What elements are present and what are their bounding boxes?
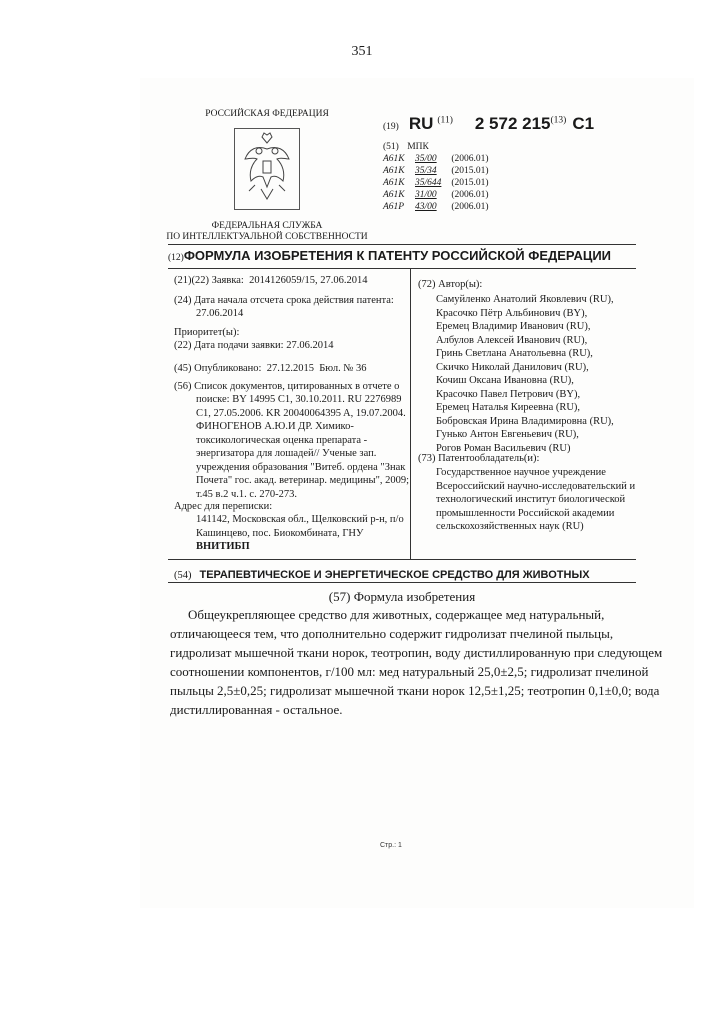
column-divider xyxy=(410,268,411,559)
address-line: Кашинцево, пос. Биокомбината, ГНУ xyxy=(196,527,364,539)
claims-line: отличающееся тем, что дополнительно содержит гидролизат пчелиной пыльцы, xyxy=(170,626,614,641)
author-item: Скичко Николай Данилович (RU), xyxy=(436,361,589,373)
doc-title-text: ФОРМУЛА ИЗОБРЕТЕНИЯ К ПАТЕНТУ РОССИЙСКОЙ ФЕДЕРАЦИИ xyxy=(183,248,612,263)
published-field: (45) Опубликовано: 27.12.2015 Бюл. № 36 xyxy=(174,363,367,374)
page-number: 351 xyxy=(351,44,373,59)
patent-number-line xyxy=(383,114,594,138)
authors-list xyxy=(436,293,676,455)
invention-title-code: (54) xyxy=(174,570,192,581)
author-item: Гринь Светлана Анатольевна (RU), xyxy=(436,348,593,359)
owner-line: промышленности Российской академии xyxy=(436,507,615,519)
cited-docs-line: т.45 в.2 ч.1. с. 270-273. xyxy=(196,488,297,500)
rule-above-invention-title xyxy=(168,559,636,560)
rule-below-invention-title xyxy=(168,582,636,583)
ipc-row: A61K 31/00 (2006.01) xyxy=(383,190,489,200)
rule-under-title xyxy=(168,268,636,269)
author-item: Самуйленко Анатолий Яковлевич (RU), xyxy=(436,294,614,305)
agency-line-2: ПО ИНТЕЛЛЕКТУАЛЬНОЙ СОБСТВЕННОСТИ xyxy=(166,232,368,242)
term-start-field: (24) Дата начала отсчета срока действия патента: xyxy=(174,295,394,306)
owner-block xyxy=(436,466,686,534)
ipc-row: A61K 35/34 (2015.01) xyxy=(383,166,489,176)
cited-docs-code: (56) xyxy=(174,381,192,392)
invention-title-text: ТЕРАПЕВТИЧЕСКОЕ И ЭНЕРГЕТИЧЕСКОЕ СРЕДСТВО ДЛЯ ЖИВОТНЫХ xyxy=(199,569,590,581)
claims-line: гидролизат мышечной ткани норок, теотропин, воду дистиллированную при следующем xyxy=(170,645,663,660)
ipc-row: A61K 35/00 (2006.01) xyxy=(383,154,489,164)
cited-docs-line: токсикологическая оценка препарата - xyxy=(196,434,368,446)
authors-heading: (72) Автор(ы): xyxy=(418,279,483,290)
author-item: Красочко Павел Петрович (BY), xyxy=(436,388,581,400)
rule-top xyxy=(168,244,636,245)
code-11: (11) xyxy=(437,115,453,126)
claims-line: соотношении компонентов, г/100 мл: мед натуральный 25,0±2,5; гидролизат пчелиной xyxy=(170,664,649,679)
author-item: Гунько Антон Евгеньевич (RU), xyxy=(436,429,579,440)
address-block xyxy=(196,513,410,554)
cited-docs-line: Почета" гос. акад. ветеринар. медицины", 2009; xyxy=(196,475,410,486)
cited-docs-line: C1, 27.05.2006. KR 20040064395 A, 19.07.2004. xyxy=(196,407,406,419)
cited-docs-list xyxy=(196,393,410,501)
author-item: Кочиш Оксана Ивановна (RU), xyxy=(436,375,574,386)
claims-line: пыльцы 2,5±0,25; гидролизат мышечной ткани норок 12,5±1,25; теотропин 0,1±0,0; вода xyxy=(170,683,660,698)
cited-docs-field xyxy=(174,380,399,394)
agency-line-1: ФЕДЕРАЛЬНАЯ СЛУЖБА xyxy=(211,221,323,231)
author-item: Еремец Наталья Киреевна (RU), xyxy=(436,402,581,413)
ipc-list xyxy=(383,153,503,213)
invention-title xyxy=(174,565,590,583)
page-footer: Стр.: 1 xyxy=(380,842,402,849)
kind-code: C1 xyxy=(572,114,595,133)
emblem-icon xyxy=(234,128,300,210)
mpk-label: МПК xyxy=(407,142,429,152)
mpk-code: (51) xyxy=(383,142,399,152)
address-label: Адрес для переписки: xyxy=(174,501,273,512)
country-code: RU xyxy=(408,114,434,133)
ipc-row: A61K 35/644 (2015.01) xyxy=(383,178,489,188)
doc-title-code: (12) xyxy=(168,253,184,263)
code-19: (19) xyxy=(383,122,399,132)
author-item: Бобровская Ирина Владимировна (RU), xyxy=(436,415,614,427)
address-line: 141142, Московская обл., Щелковский р-н, п/о xyxy=(196,514,404,525)
filing-date-field: (22) Дата подачи заявки: 27.06.2014 xyxy=(174,340,334,351)
country-name: РОССИЙСКАЯ ФЕДЕРАЦИЯ xyxy=(205,109,329,119)
cited-docs-line: ФИНОГЕНОВ А.Ю.И ДР. Химико- xyxy=(196,421,354,432)
owner-line: Государственное научное учреждение xyxy=(436,467,606,478)
document-title xyxy=(168,247,611,265)
owner-heading: (73) Патентообладатель(и): xyxy=(418,453,540,464)
cited-docs-line: учреждения образования "Витеб. ордена "Знак xyxy=(196,461,406,473)
cited-docs-line: энергизатора для лошадей// Ученые зап. xyxy=(196,448,377,459)
cited-docs-line: Список документов, цитированных в отчете о xyxy=(194,381,400,392)
cited-docs-line: поиске: BY 14995 C1, 30.10.2011. RU 2276989 xyxy=(196,394,402,405)
author-item: Красочко Пётр Альбинович (BY), xyxy=(436,307,588,319)
claims-body xyxy=(170,605,663,719)
author-item: Албулов Алексей Иванович (RU), xyxy=(436,334,588,346)
priority-label: Приоритет(ы): xyxy=(174,327,240,338)
owner-line: технологический институт биологической xyxy=(436,494,626,505)
term-start-value: 27.06.2014 xyxy=(196,308,244,319)
mpk-heading xyxy=(383,141,429,153)
owner-line: Всероссийский научно-исследовательский и xyxy=(436,480,636,492)
claims-line: Общеукрепляющее средство для животных, содержащее мед натуральный, xyxy=(188,607,605,622)
claims-line: дистиллированная - остальное. xyxy=(170,702,343,717)
application-field: (21)(22) Заявка: 2014126059/15, 27.06.2014 xyxy=(174,275,368,286)
claims-heading: (57) Формула изобретения xyxy=(328,589,476,604)
ipc-row: A61P 43/00 (2006.01) xyxy=(383,202,489,212)
author-item: Рогов Роман Васильевич (RU) xyxy=(436,442,571,454)
address-line: ВНИТИБП xyxy=(196,541,250,552)
owner-line: сельскохозяйственных наук (RU) xyxy=(436,521,584,532)
author-item: Еремец Владимир Иванович (RU), xyxy=(436,321,591,332)
code-13: (13) xyxy=(550,115,567,126)
patent-number: 2 572 215 xyxy=(474,114,551,133)
